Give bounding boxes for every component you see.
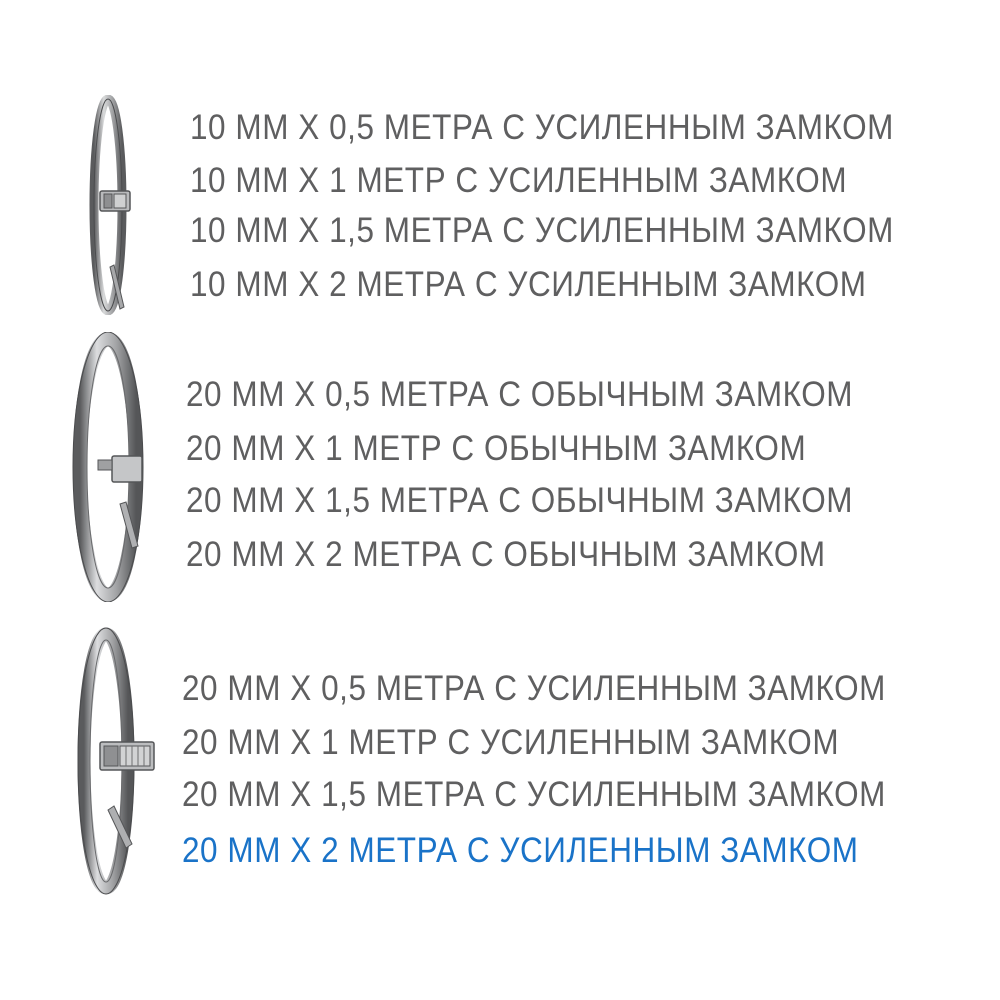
variant-group-20mm-regular (0, 332, 1000, 602)
variant-option-20mm-1-5m-regular[interactable]: 20 ММ Х 1,5 МЕТРА С ОБЫЧНЫМ ЗАМКОМ (186, 481, 854, 520)
variant-option-20mm-1m-reinforced[interactable]: 20 ММ Х 1 МЕТР С УСИЛЕННЫМ ЗАМКОМ (182, 723, 840, 762)
variant-option-20mm-0-5m-reinforced[interactable]: 20 ММ Х 0,5 МЕТРА С УСИЛЕННЫМ ЗАМКОМ (182, 669, 886, 708)
variant-option-10mm-0-5m-reinforced[interactable]: 10 ММ Х 0,5 МЕТРА С УСИЛЕННЫМ ЗАМКОМ (190, 108, 894, 147)
variant-group-10mm-reinforced (0, 95, 1000, 315)
variant-option-10mm-2m-reinforced[interactable]: 10 ММ Х 2 МЕТРА С УСИЛЕННЫМ ЗАМКОМ (190, 265, 867, 304)
variant-option-20mm-1m-regular[interactable]: 20 ММ Х 1 МЕТР С ОБЫЧНЫМ ЗАМКОМ (186, 429, 807, 468)
clamp-20mm-reinforced-icon (74, 626, 164, 896)
variant-group-20mm-reinforced (0, 626, 1000, 896)
clamp-10mm-reinforced-icon (84, 95, 136, 315)
variant-option-20mm-2m-regular[interactable]: 20 ММ Х 2 МЕТРА С ОБЫЧНЫМ ЗАМКОМ (186, 535, 826, 574)
variant-option-20mm-0-5m-regular[interactable]: 20 ММ Х 0,5 МЕТРА С ОБЫЧНЫМ ЗАМКОМ (186, 375, 854, 414)
variant-option-10mm-1-5m-reinforced[interactable]: 10 ММ Х 1,5 МЕТРА С УСИЛЕННЫМ ЗАМКОМ (190, 211, 894, 250)
variant-option-20mm-2m-reinforced[interactable]: 20 ММ Х 2 МЕТРА С УСИЛЕННЫМ ЗАМКОМ (182, 831, 859, 870)
variant-option-20mm-1-5m-reinforced[interactable]: 20 ММ Х 1,5 МЕТРА С УСИЛЕННЫМ ЗАМКОМ (182, 775, 886, 814)
clamp-20mm-regular-icon (68, 332, 150, 602)
variant-option-10mm-1m-reinforced[interactable]: 10 ММ Х 1 МЕТР С УСИЛЕННЫМ ЗАМКОМ (190, 161, 848, 200)
